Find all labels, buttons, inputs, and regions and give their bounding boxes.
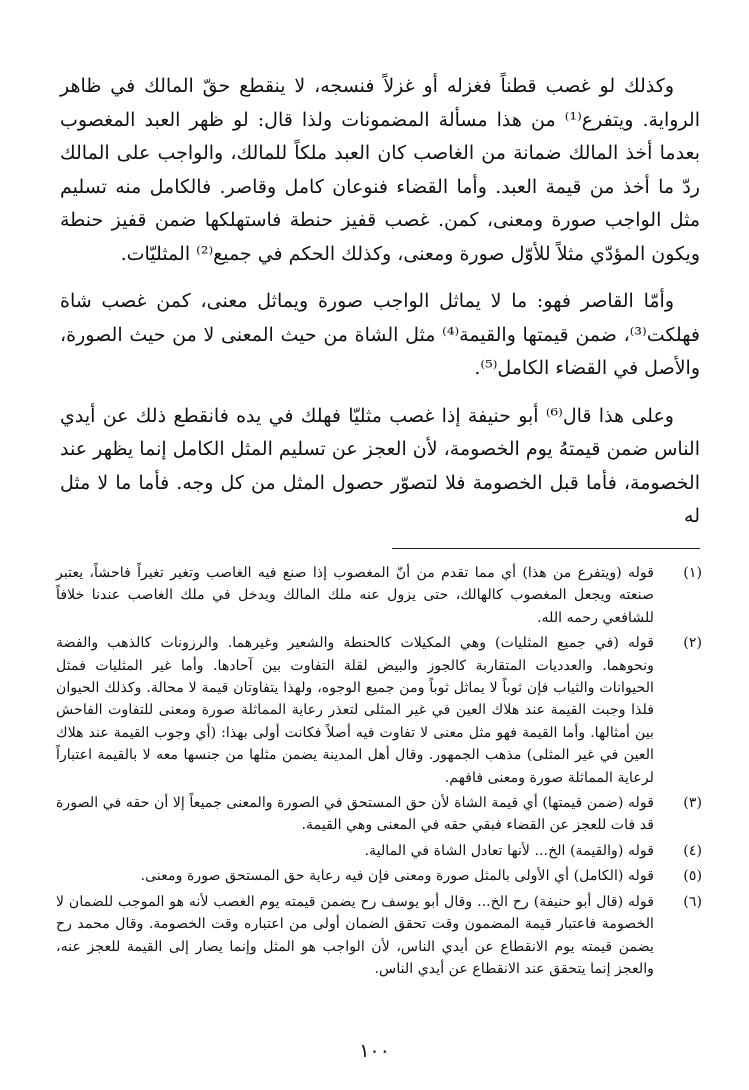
footnote-6 [56, 891, 702, 981]
footnote-text: قوله (والقيمة) الخ... لأنها تعادل الشاة في المالية. [364, 842, 654, 859]
footnote-number: (٣) [683, 795, 702, 812]
footnote-1 [56, 562, 702, 629]
footnote-number: (٢) [683, 635, 702, 652]
footnote-text: قوله (في جميع المثليات) وهي المكيلات كالحنطة والشعير وغيرهما. والرزونات كالذهب والفضة ونحوهما. والعدديات المتقاربة كالجوز والبيض لقلة التفاوت بين آحادها. وأما غير المثليات فمثل الحيوانات والثياب فإن ثوباً لا يماثل ثوباً ومن جميع الوجوه، ولهذا يتفاوتان قيمة لا محالة. وكذلك الحيوان فلذا وجبت القيمة عند هلاك العين في غير المثلى لتعذر رعاية المماثلة صورة ومعنى للتفاوت الفاحش بين أمثالها. وأما القيمة فهو مثل معنى لا تفاوت فيه أصلاً فكانت أولى بهذا: (أي وجوب القيمة عند هلاك العين في غير المثلى) مذهب الجمهور. وقال أهل المدينة يضمن مثلها من جنسها معه لا بالقيمة اعتباراً لرعاية المماثلة صورة ومعنى فافهم. [56, 635, 654, 786]
footnote-text: قوله (ضمن قيمتها) أي قيمة الشاة لأن حق المستحق في الصورة والمعنى جميعاً إلا أن حقه في الصورة قد فات للعجز عن القضاء فبقي حقه في المعنى وهي القيمة. [56, 795, 654, 834]
footnote-number: (٦) [683, 893, 702, 910]
footnotes-section [56, 562, 702, 983]
main-paragraph-2: وأمّا القاصر فهو: ما لا يماثل الواجب صورة ويماثل معنى، كمن غصب شاة فهلكت⁽³⁾، ضمن قيمتها والقيمة⁽⁴⁾ مثل الشاة من حيث المعنى لا من حيث الصورة، والأصل في القضاء الكامل⁽⁵⁾. [60, 290, 700, 379]
main-text-body [60, 70, 700, 548]
main-paragraph-1: وكذلك لو غصب قطناً فغزله أو غزلاً فنسجه، لا ينقطع حقّ المالك في ظاهر الرواية. ويتفرع⁽¹⁾ من هذا مسألة المضمونات ولذا قال: لو ظهر العبد المغصوب بعدما أخذ المالك ضمانة من الغاصب كان العبد ملكاً للمالك، والواجب على المالك ردّ ما أخذ من قيمة العبد. وأما القضاء فنوعان كامل وقاصر. فالكامل منه تسليم مثل الواجب صورة ومعنى، كمن. غصب قفيز حنطة فاستهلكها ضمن قفيز حنطة ويكون المؤدّي مثلاً للأوّل صورة ومعنى، وكذلك الحكم في جميع⁽²⁾ المثليّات. [60, 75, 701, 265]
footnote-text: قوله (ويتفرع من هذا) أي مما تقدم من أنّ المغصوب إذا صنع فيه الغاصب وتغير تغيراً فاحشاً، يعتبر صنعته ويجعل المغصوب كالهالك، حتى يزول عنه ملك المالك ويدخل في ملك الغاصب عندنا خلافاً للشافعي رحمه الله. [56, 565, 654, 626]
footnote-3 [56, 792, 702, 837]
main-paragraph-3: وعلى هذا قال⁽⁶⁾ أبو حنيفة إذا غصب مثليّا فهلك في يده فانقطع ذلك عن أيدي الناس ضمن قيمتهُ يوم الخصومة، لأن العجز عن تسليم المثل الكامل إنما يظهر عند الخصومة، فأما قبل الخصومة فلا لتصوّر حصول المثل من كل وجه. فأما ما لا مثل له [60, 404, 700, 527]
footnote-4 [56, 840, 702, 862]
footnote-text: قوله (قال أبو حنيفة) رح الخ... وقال أبو يوسف رح يضمن قيمته يوم الغصب لأنه هو الموجب للضمان لا الخصومة فاعتبار قيمة المضمون وقت تحقق الضمان أولى من اعتباره وقت الخصومة. وقال محمد رح يضمن قيمته يوم الانقطاع عن أيدي الناس، لأن الواجب هو المثل وإنما يصار إلى القيمة للعجز عنه، والعجز إنما يتحقق عند الانقطاع عن أيدي الناس. [56, 893, 654, 977]
footnote-divider [392, 548, 700, 549]
page-number: ١٠٠ [359, 1040, 390, 1062]
footnote-number: (٤) [683, 842, 702, 859]
footnote-number: (٥) [683, 868, 702, 885]
footnote-5 [56, 865, 702, 887]
footnote-2 [56, 632, 702, 789]
footnote-number: (١) [683, 565, 702, 581]
footnote-text: قوله (الكامل) أي الأولى بالمثل صورة ومعنى فإن فيه رعاية حق المستحق صورة ومعنى. [140, 868, 654, 885]
